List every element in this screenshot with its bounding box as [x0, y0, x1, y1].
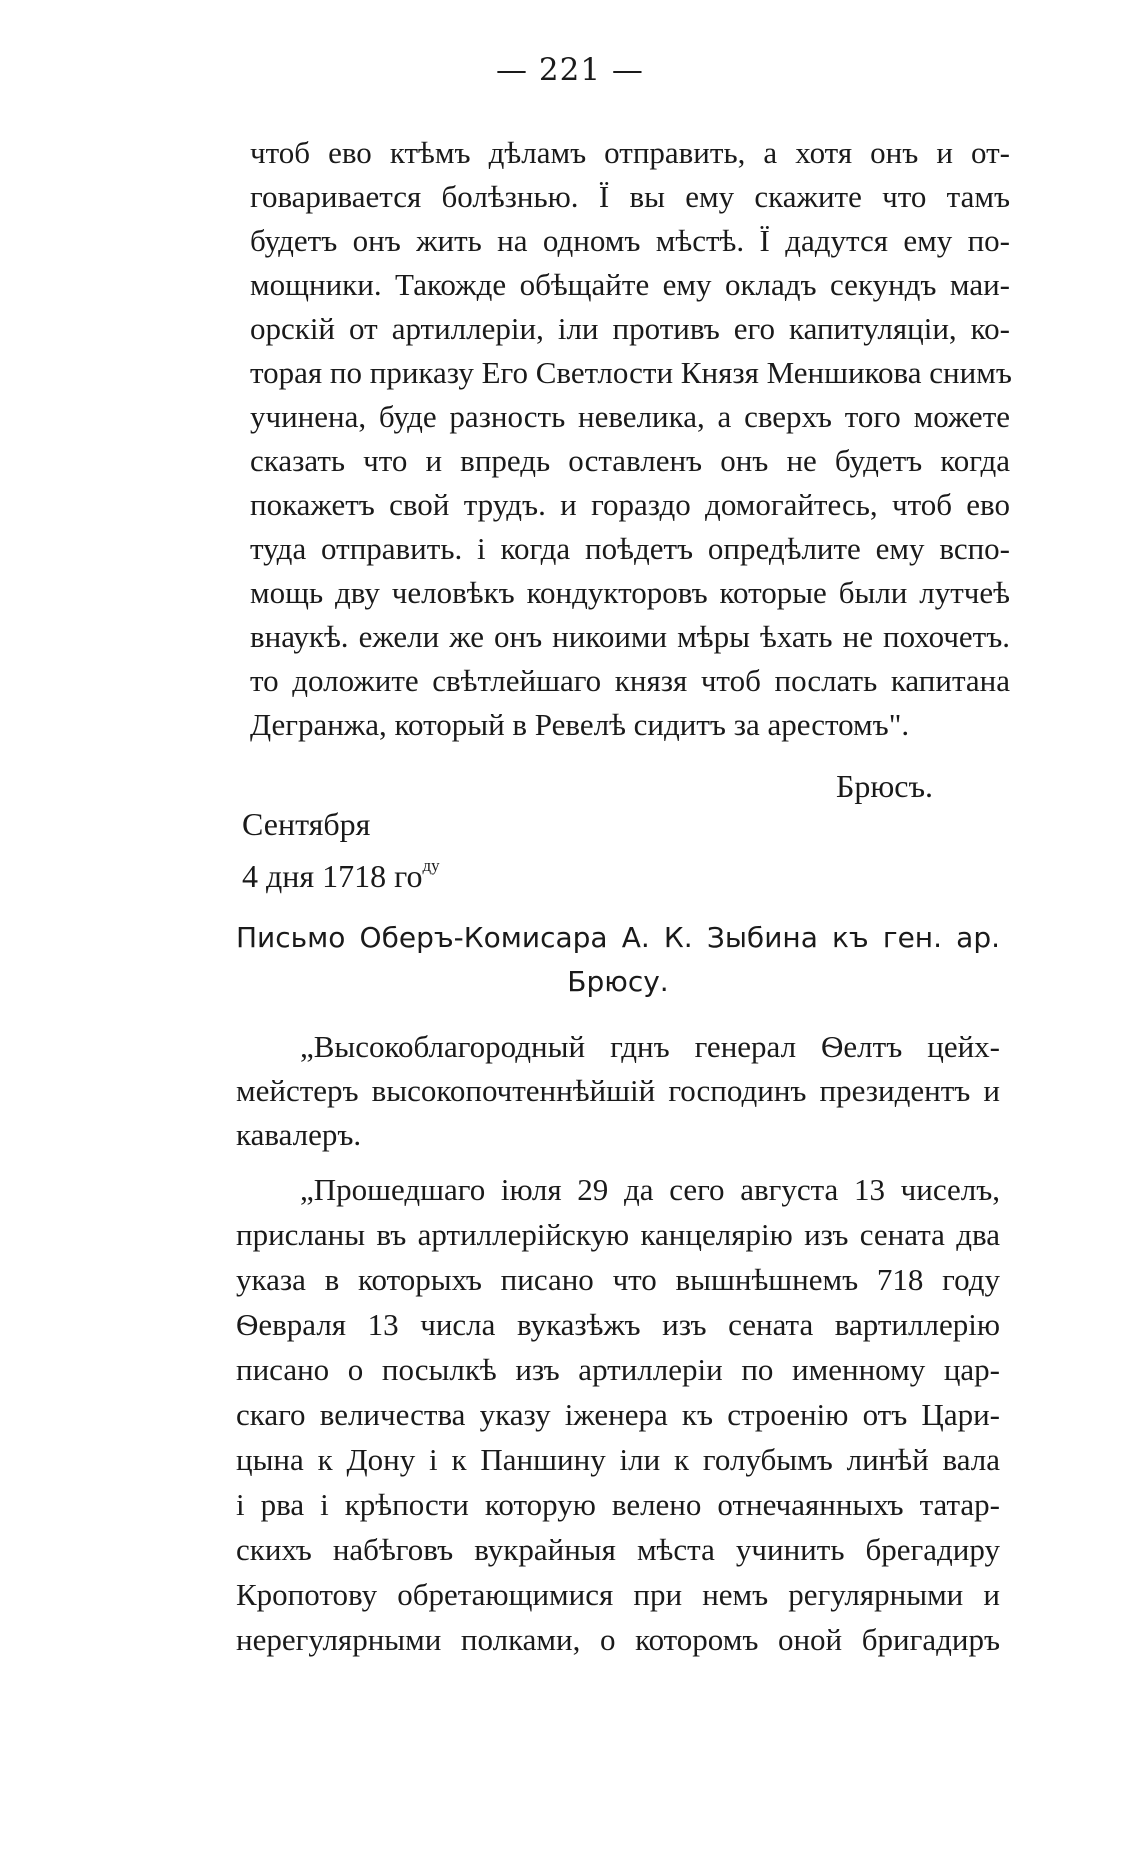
date-day-year [242, 856, 440, 895]
text-line: присланы въ артиллерійскую канцелярію изъ сената два [236, 1217, 1000, 1252]
text-line: Дегранжа, который в Ревелѣ сидитъ за арестомъ". [250, 707, 910, 742]
text-line: Ѳевраля 13 числа вуказѣжъ изъ сената вартиллерію [236, 1307, 1000, 1342]
page-number: — 221 — [496, 52, 644, 88]
date-superscript: ду [422, 856, 440, 875]
text-line: мощники. Такожде обѣщайте ему окладъ секундъ маи- [250, 267, 1010, 302]
text-line: указа в которыхъ писано что вышнѣшнемъ 718 году [236, 1262, 1000, 1297]
date-text: 4 дня 1718 го [242, 858, 423, 894]
text-line: внаукѣ. ежели же онъ никоими мѣры ѣхать не похочетъ. [250, 619, 1010, 654]
text-line: сказать что и впредь оставленъ онъ не будетъ когда [250, 443, 1010, 478]
signature: Брюсъ. [836, 768, 934, 804]
text-line: нерегулярными полками, о которомъ оной бригадиръ [236, 1622, 1000, 1657]
date-month: Сентября [242, 806, 371, 842]
text-line: і рва і крѣпости которую велено отнечаянныхъ татар- [236, 1487, 1000, 1522]
heading-line: Письмо Оберъ-Комисара А. К. Зыбина къ ген. ар. [236, 921, 1000, 954]
text-line: писано о посылкѣ изъ артиллеріи по именному цар- [236, 1352, 1000, 1387]
text-line: мощь дву человѣкъ кондукторовъ которые были лутчеѣ [250, 575, 1010, 610]
text-line: то доложите свѣтлейшаго князя чтоб послать капитана [250, 663, 1010, 698]
text-line: Кропотову обретающимися при немъ регулярными и [236, 1577, 1000, 1612]
text-line: орскій от артиллеріи, іли противъ его капитуляціи, ко- [250, 311, 1010, 346]
text-line: „Прошедшаго іюля 29 да сего августа 13 чиселъ, [300, 1172, 1000, 1207]
text-line: скихъ набѣговъ вукрайныя мѣста учинить брегадиру [236, 1532, 1000, 1567]
text-line: учинена, буде разность невелика, а сверхъ того можете [250, 399, 1010, 434]
text-line: говаривается болѣзнью. Ї вы ему скажите что тамъ [250, 179, 1010, 214]
text-line: скаго величества указу іженера къ строенію отъ Цари- [236, 1397, 1000, 1432]
text-line: чтоб ево ктѣмъ дѣламъ отправить, а хотя онъ и от- [250, 135, 1010, 170]
text-line: „Высокоблагородный гднъ генерал Ѳелтъ цейх- [300, 1029, 1000, 1064]
text-line: торая по приказу Его Светлости Князя Меншикова снимъ [250, 355, 1012, 390]
text-line: туда отправить. і когда поѣдетъ опредѣлите ему вспо- [250, 531, 1010, 566]
heading-line: Брюсу. [567, 965, 669, 998]
text-line: покажетъ свой трудъ. и гораздо домогайтесь, чтоб ево [250, 487, 1010, 522]
text-line: цына к Дону і к Паншину іли к голубымъ линѣй вала [236, 1442, 1000, 1477]
text-line: кавалеръ. [236, 1117, 362, 1152]
letter-heading [236, 918, 1000, 1002]
text-line: будетъ онъ жить на одномъ мѣстѣ. Ї дадутся ему по- [250, 223, 1010, 258]
text-line: мейстеръ высокопочтеннѣйшій господинъ президентъ и [236, 1073, 1000, 1108]
